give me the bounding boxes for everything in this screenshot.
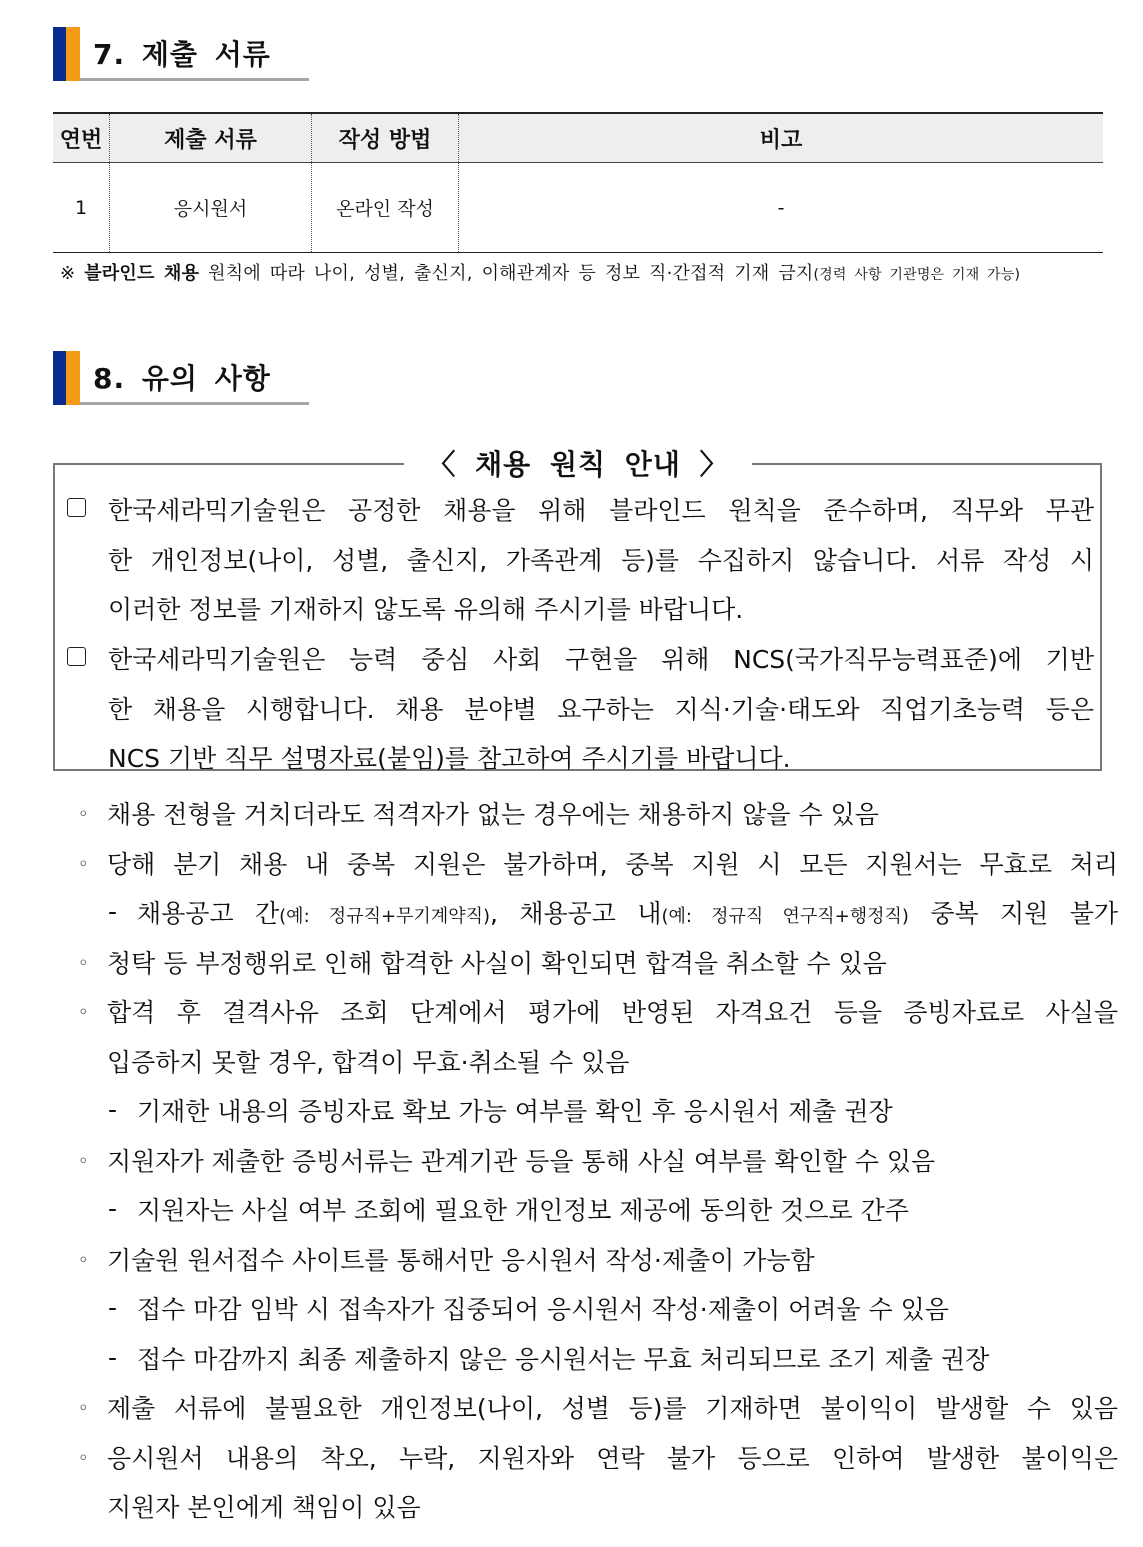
list-item: ◦ 당해 분기 채용 내 중복 지원은 불가하며, 중복 지원 시 모든 지원서는 무효로 처리 <box>78 840 1118 890</box>
section-accent-bar <box>66 27 80 81</box>
blind-hiring-note <box>60 259 1120 285</box>
table-cell: 온라인 작성 <box>312 163 459 253</box>
principle-line: 한 채용을 시행합니다. 채용 분야별 요구하는 지식·기술·태도와 직업기초능력 등은 <box>108 694 1094 724</box>
section-title: 8. 유의 사항 <box>93 362 271 395</box>
list-item: ◦ 기술원 원서접수 사이트를 통해서만 응시원서 작성·제출이 가능함 <box>78 1236 1118 1286</box>
note-prefix: ※ <box>60 263 85 284</box>
note-text: 원칙에 따라 나이, 성별, 출신지, 이해관계자 등 정보 직·간접적 기재 금지 <box>199 263 814 284</box>
table-header-row <box>53 113 1103 163</box>
sub-list-item: - 접수 마감까지 최종 제출하지 않은 응시원서는 무효 처리되므로 조기 제출 권장 <box>78 1335 1118 1385</box>
hiring-principles-title: 〈 채용 원칙 안내 〉 <box>404 443 752 487</box>
list-item-continuation: 지원자 본인에게 책임이 있음 <box>107 1493 421 1522</box>
section-accent-bar <box>66 351 80 405</box>
list-item: ◦ 응시원서 내용의 착오, 누락, 지원자와 연락 불가 등으로 인하여 발생한 불이익은 <box>78 1434 1118 1484</box>
bullet-icon: ◦ <box>78 1447 89 1469</box>
checkbox-icon <box>67 498 86 517</box>
table-cell: 응시원서 <box>110 163 312 253</box>
sub-list-item: - 기재한 내용의 증빙자료 확보 가능 여부를 확인 후 응시원서 제출 권장 <box>78 1087 1118 1137</box>
bullet-icon: ◦ <box>78 1398 89 1419</box>
section-header-7 <box>53 27 309 81</box>
bullet-icon: ◦ <box>78 853 89 875</box>
principle-line: NCS 기반 직무 설명자료(붙임)를 참고하여 주시기를 바랍니다. <box>108 744 791 773</box>
dash-icon: - <box>108 1095 118 1124</box>
list-item: ◦ 제출 서류에 불필요한 개인정보(나이, 성별 등)를 기재하면 불이익이 발생할 수 있음 <box>78 1384 1118 1434</box>
notes-list <box>78 790 1118 1533</box>
dash-icon: - <box>108 1342 118 1372</box>
bullet-icon: ◦ <box>78 804 89 825</box>
list-item: ◦ 채용 전형을 거치더라도 적격자가 없는 경우에는 채용하지 않을 수 있음 <box>78 790 1118 840</box>
section-title: 7. 제출 서류 <box>93 38 271 71</box>
checkbox-icon <box>67 647 86 666</box>
list-item: ◦ 합격 후 결격사유 조회 단계에서 평가에 반영된 자격요건 등을 증빙자료로 사실을 <box>78 988 1118 1038</box>
header-cell: 제출 서류 <box>110 113 312 163</box>
list-item: ◦ 청탁 등 부정행위로 인해 합격한 사실이 확인되면 합격을 취소할 수 있음 <box>78 939 1118 989</box>
dash-icon: - <box>108 1293 118 1322</box>
principle-line: 한 개인정보(나이, 성별, 출신지, 가족관계 등)를 수집하지 않습니다. 서류 작성 시 <box>108 545 1094 575</box>
table-cell: - <box>459 163 1104 253</box>
sub-list-item: - 지원자는 사실 여부 조회에 필요한 개인정보 제공에 동의한 것으로 간주 <box>78 1186 1118 1236</box>
dash-icon: - <box>108 897 118 926</box>
section-accent-bar <box>53 351 66 405</box>
documents-table <box>53 112 1103 253</box>
note-bold: 블라인드 채용 <box>84 263 200 284</box>
list-item-continuation: 입증하지 못할 경우, 합격이 무효·취소될 수 있음 <box>107 1047 630 1077</box>
table-cell: 1 <box>53 163 110 253</box>
header-cell: 작성 방법 <box>312 113 459 163</box>
note-small: (경력 사항 기관명은 기재 가능) <box>813 267 1021 283</box>
section-header-8 <box>53 351 309 405</box>
dash-icon: - <box>108 1194 118 1223</box>
sub-list-item: - 접수 마감 임박 시 접속자가 집중되어 응시원서 작성·제출이 어려울 수 있음 <box>78 1285 1118 1335</box>
sub-list-item: - 채용공고 간(예: 정규직+무기계약직), 채용공고 내(예: 정규직 연구직+행정직) 중복 지원 불가 <box>78 889 1118 939</box>
section-underline <box>80 402 309 405</box>
section-accent-bar <box>53 27 66 81</box>
bullet-icon: ◦ <box>78 1002 89 1023</box>
bullet-icon: ◦ <box>78 1150 89 1172</box>
bullet-icon: ◦ <box>78 1249 89 1271</box>
principle-line: 한국세라믹기술원은 능력 중심 사회 구현을 위해 NCS(국가직무능력표준)에 기반 <box>108 645 1094 674</box>
header-cell: 비고 <box>459 113 1104 163</box>
bullet-icon: ◦ <box>78 952 89 974</box>
principle-line: 한국세라믹기술원은 공정한 채용을 위해 블라인드 원칙을 준수하며, 직무와 무관 <box>108 496 1094 525</box>
section-underline <box>80 78 309 81</box>
list-item: ◦ 지원자가 제출한 증빙서류는 관계기관 등을 통해 사실 여부를 확인할 수 있음 <box>78 1137 1118 1187</box>
table-row <box>53 163 1103 253</box>
principle-line: 이러한 정보를 기재하지 않도록 유의해 주시기를 바랍니다. <box>108 595 744 624</box>
header-cell: 연번 <box>53 113 110 163</box>
